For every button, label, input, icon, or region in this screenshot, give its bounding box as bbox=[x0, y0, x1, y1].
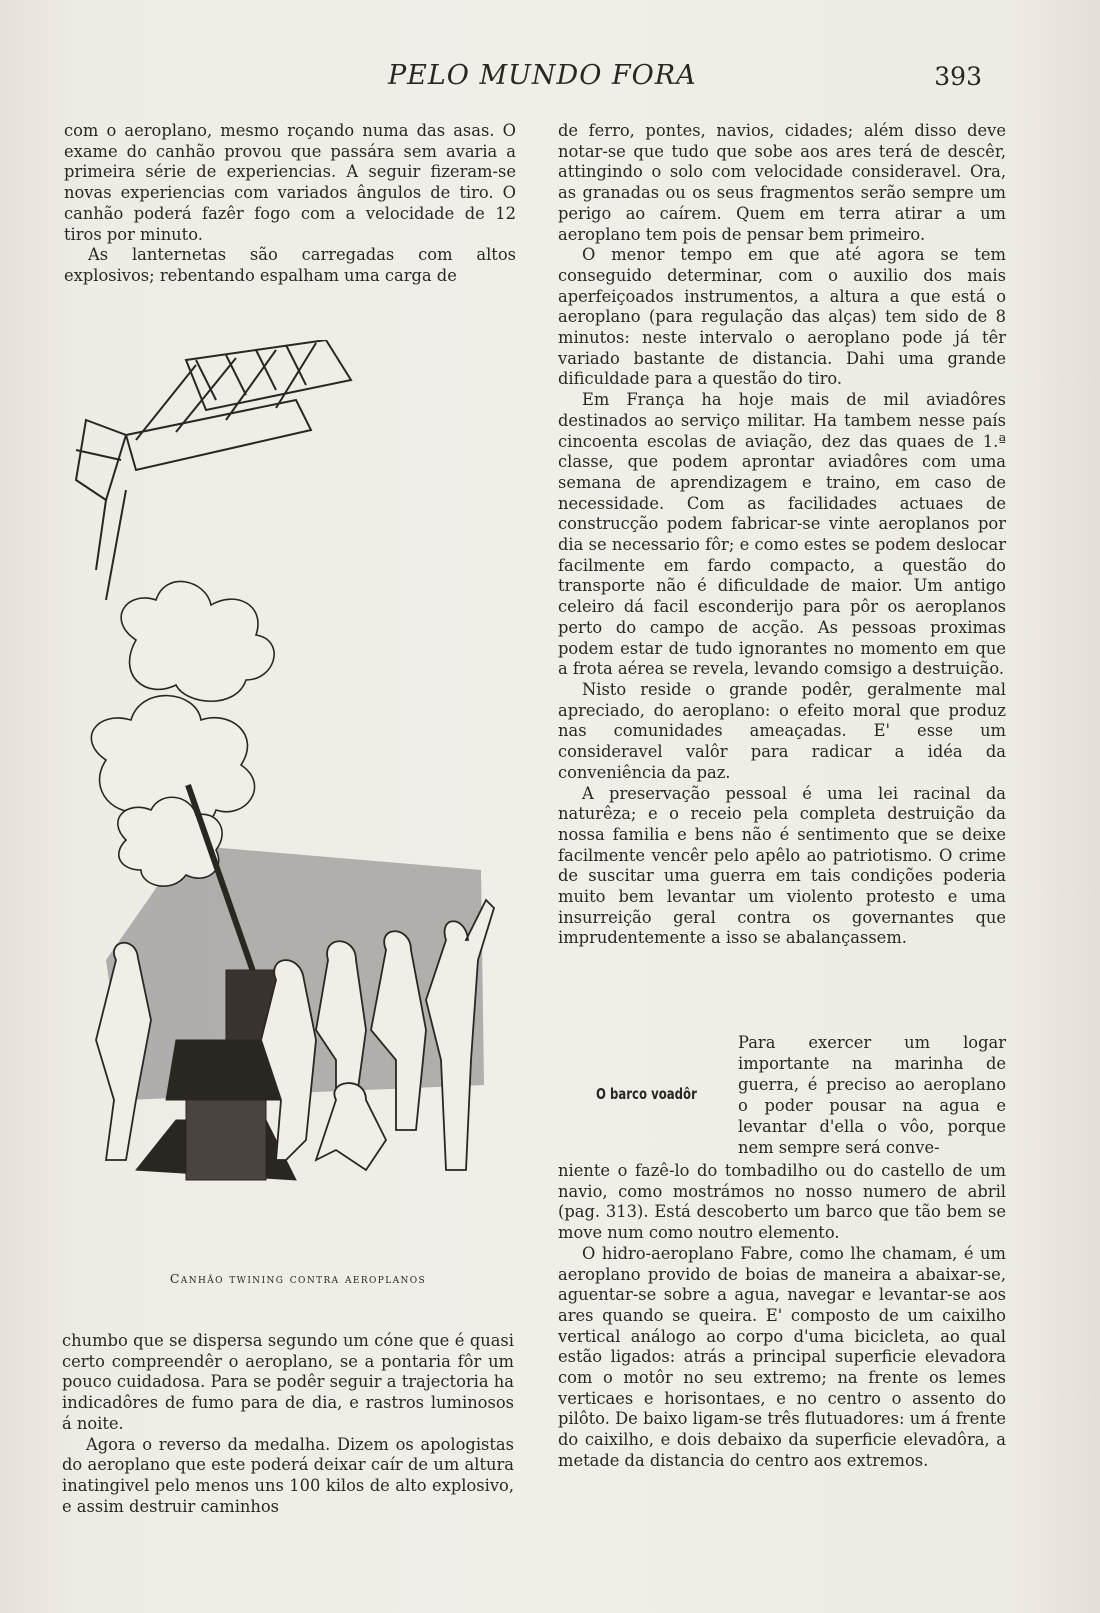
illustration-anti-aircraft-gun bbox=[66, 340, 506, 1240]
section-heading: O barco voadôr bbox=[596, 1085, 697, 1103]
smoke-clouds bbox=[91, 581, 274, 886]
right-column bbox=[558, 121, 1006, 949]
section-continuation bbox=[558, 1161, 1006, 1472]
paragraph: com o aeroplano, mesmo roçando numa das asas. O exame do canhão provou que passára sem avaria a primeira série de experiencias. A seguir fizeram-se novas experiencias com variados ângulos de tiro. O canhão poderá fazêr fogo com a velocidade de 12 tiros por minuto. bbox=[64, 121, 516, 244]
figure-caption: Canhão twining contra aeroplanos bbox=[169, 1271, 427, 1286]
running-head bbox=[0, 60, 1100, 100]
left-column-top bbox=[64, 121, 516, 287]
running-title: PELO MUNDO FORA bbox=[388, 60, 697, 91]
paragraph: O menor tempo em que até agora se tem conseguido determinar, com o auxilio dos mais aperfeiçoados instrumentos, a altura a que está o aeroplano (para regulação das alças) tem sido de 8 minutos: neste intervalo o aeroplano pode já têr variado bastante de distancia. Dahi uma grande dificuldade para a questão do tiro. bbox=[558, 245, 1006, 389]
engraving-illustration bbox=[66, 340, 506, 1240]
aeroplane-drawing bbox=[76, 340, 351, 600]
paragraph: Agora o reverso da medalha. Dizem os apologistas do aeroplano que este poderá deixar caír de um altura inatingivel pelo menos uns 100 kilos de alto explosivo, e assim destruir caminhos bbox=[62, 1434, 514, 1516]
page-number: 393 bbox=[934, 62, 982, 91]
paragraph: O hidro-aeroplano Fabre, como lhe chamam, é um aeroplano provido de boias de maneira a abaixar-se, aguentar-se sobre a agua, navegar e levantar-se aos ares quando se queira. E' composto de um caixilho vertical análogo ao corpo d'uma bicicleta, ao qual estão ligados: atrás a principal superficie elevadora com o motôr no seu extremo; na frente os lemes verticaes e horisontaes, e no centro o assento do pilôto. De baixo ligam-se três flutuadores: um á frente do caixilho, e dois debaixo da superficie elevadôra, a metade da distancia do centro aos extremos. bbox=[558, 1243, 1006, 1470]
paragraph: A preservação pessoal é uma lei racinal da naturêza; e o receio pela completa destruição da nossa familia e bens não é sentimento que se deixe facilmente vencêr pelo apêlo ao patriotismo. O crime de suscitar uma guerra em tais condições poderia muito bem levantar um violento protesto e uma insurreição geral contra os governantes que imprudentemente a isso se abalançassem. bbox=[558, 783, 1006, 948]
paragraph: Nisto reside o grande podêr, geralmente mal apreciado, do aeroplano: o efeito moral que produz nas comunidades ameaçadas. E' esse um consideravel valôr para radicar a idéa da conveniência da paz. bbox=[558, 679, 1006, 782]
paragraph: Em França ha hoje mais de mil aviadôres destinados ao serviço militar. Ha tambem nesse país cincoenta escolas de aviação, dez das quaes de 1.ª classe, que podem aprontar aviadôres com uma semana de aprendizagem e traino, em caso de necessidade. Com as facilidades actuaes de construcção podem fabricar-se vinte aeroplanos por dia se necessario fôr; e como estes se podem deslocar facilmente em fardo compacto, a questão do transporte não é dificuldade de maior. Um antigo celeiro dá facil esconderijo para pôr os aeroplanos perto do campo de acção. As pessoas proximas podem estar de tudo ignorantes no momento em que a frota aérea se revela, levando comsigo a destruição. bbox=[558, 390, 1006, 679]
left-column-bottom bbox=[62, 1331, 514, 1517]
paragraph: de ferro, pontes, navios, cidades; além disso deve notar-se que tudo que sobe aos ares terá de descêr, attingindo o solo com velocidade consideravel. Ora, as granadas ou os seus fragmentos serão sempre um perigo ao caírem. Quem em terra atirar a um aeroplano tem pois de pensar bem primeiro. bbox=[558, 121, 1006, 244]
paragraph: chumbo que se dispersa segundo um cóne que é quasi certo compreendêr o aeroplano, se a pontaria fôr um pouco cuidadosa. Para se podêr seguir a trajectoria ha indicadôres de fumo para de dia, e rastros luminosos á noite. bbox=[62, 1331, 514, 1433]
paragraph: As lanternetas são carregadas com altos explosivos; rebentando espalham uma carga de bbox=[64, 245, 516, 285]
paragraph: niente o fazê-lo do tombadilho ou do castello de um navio, como mostrámos no nosso numero de abril (pag. 313). Está descoberto um barco que tão bem se move num como noutro elemento. bbox=[558, 1161, 1006, 1243]
section-wrapped-text: Para exercer um logar importante na marinha de guerra, é preciso ao aeroplano o poder pousar na agua e levantar d'ella o vôo, porque nem sempre será conve- bbox=[738, 1033, 1006, 1157]
